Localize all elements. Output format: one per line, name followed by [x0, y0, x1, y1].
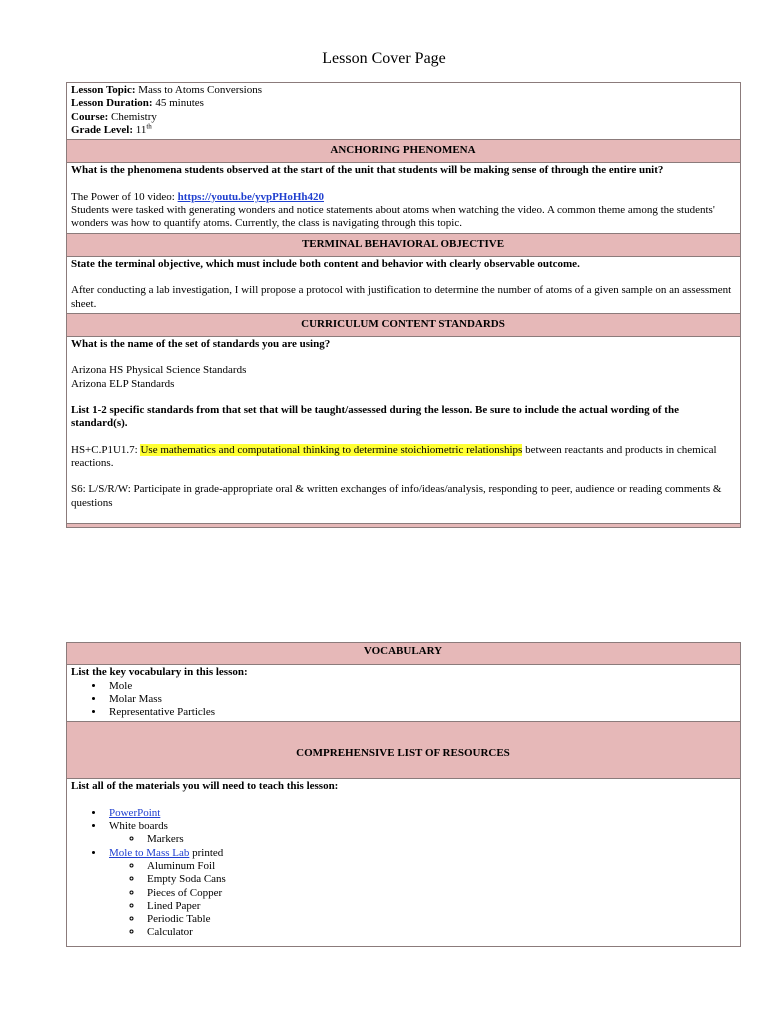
lesson-table	[66, 82, 741, 528]
standard-1-highlight: Use mathematics and computational thinking to determine stoichiometric relationships	[140, 443, 523, 456]
standards-body-row	[67, 337, 741, 524]
page-title: Lesson Cover Page	[322, 50, 446, 67]
lab-sublist	[109, 860, 735, 940]
video-prefix: The Power of 10 video:	[71, 190, 178, 203]
resource-subitem: ◦ Markers	[143, 833, 735, 846]
vocab-header-row	[67, 643, 741, 665]
lesson-grade	[71, 124, 735, 137]
lesson-course	[71, 111, 735, 124]
standards-body-cell	[67, 337, 741, 524]
lesson-topic	[71, 84, 735, 97]
whiteboards-sublist	[109, 833, 735, 846]
standards-footer-row	[67, 523, 741, 527]
lesson-duration	[71, 97, 735, 110]
anchoring-header-row	[67, 140, 741, 163]
resources-header: COMPREHENSIVE LIST OF RESOURCES	[67, 722, 741, 779]
resources-list	[71, 807, 735, 940]
powerpoint-link[interactable]: PowerPoint	[109, 806, 161, 819]
lesson-grade-suffix: th	[146, 122, 152, 131]
standards-set-2: Arizona ELP Standards	[71, 377, 175, 390]
lesson-duration-value: 45 minutes	[152, 97, 204, 110]
vocab-list	[71, 680, 735, 720]
lab-link[interactable]: Mole to Mass Lab	[109, 846, 190, 859]
lesson-course-label: Course:	[71, 110, 109, 123]
resource-subitem: ◦ Calculator	[143, 926, 735, 939]
standard-1-code: HS+C.P1U1.7:	[71, 443, 141, 456]
terminal-question: State the terminal objective, which must include both content and behavior with clearly observable outcome.	[71, 257, 580, 270]
vocab-body-cell	[67, 665, 741, 722]
vocab-header: VOCABULARY	[67, 643, 741, 665]
resource-subitem: ◦ Lined Paper	[143, 900, 735, 913]
lesson-duration-label: Lesson Duration:	[71, 97, 153, 110]
resource-subitem: ◦ Aluminum Foil	[143, 860, 735, 873]
standards-footer-bar	[67, 523, 741, 527]
standards-header: CURRICULUM CONTENT STANDARDS	[67, 313, 741, 336]
resource-subitem: ◦ Periodic Table	[143, 913, 735, 926]
anchoring-body-text: Students were tasked with generating wonders and notice statements about atoms when watching the video. A common theme among the students' wonders was how to quantify atoms. Currently, the class is navigating through this topic.	[71, 204, 715, 230]
anchoring-body-row	[67, 163, 741, 233]
standard-1	[71, 444, 735, 471]
standards-header-row	[67, 313, 741, 336]
resources-body-cell	[67, 779, 741, 946]
terminal-body-row	[67, 256, 741, 313]
standards-set-1: Arizona HS Physical Science Standards	[71, 364, 247, 377]
standard-2: S6: L/S/R/W: Participate in grade-appropriate oral & written exchanges of info/ideas/analysis, responding to peer, audience or reading comments & questions	[71, 483, 722, 509]
video-link[interactable]: https://youtu.be/yvpPHoHh420	[177, 190, 325, 203]
whiteboards-label: White boards	[109, 820, 168, 833]
resource-item	[105, 807, 735, 820]
resources-body-row	[67, 779, 741, 946]
lesson-info-cell	[67, 83, 741, 140]
lesson-grade-value: 11	[133, 123, 147, 136]
resource-item	[105, 820, 735, 847]
lesson-topic-label: Lesson Topic:	[71, 84, 136, 96]
vocab-item: • Representative Particles	[105, 706, 735, 719]
lab-suffix: printed	[189, 846, 224, 859]
terminal-body-cell	[67, 256, 741, 313]
standard-1-rest: between reactants and products in chemical reactions.	[71, 443, 717, 469]
anchoring-header: ANCHORING PHENOMENA	[67, 140, 741, 163]
terminal-header: TERMINAL BEHAVIORAL OBJECTIVE	[67, 233, 741, 256]
terminal-header-row	[67, 233, 741, 256]
resources-header-row	[67, 722, 741, 779]
anchoring-question: What is the phenomena students observed at the start of the unit that students will be making sense of through the entire unit?	[71, 164, 664, 177]
lesson-grade-label: Grade Level:	[71, 123, 134, 136]
vocab-item: • Mole	[105, 680, 735, 693]
lesson-course-value: Chemistry	[108, 110, 157, 123]
standards-question-1: What is the name of the set of standards you are using?	[71, 338, 331, 351]
vocab-prompt: List the key vocabulary in this lesson:	[71, 666, 248, 679]
anchoring-video-line	[71, 191, 735, 204]
standards-question-2: List 1-2 specific standards from that set that will be taught/assessed during the lesson. Be sure to include the actual wording of the standard(s).	[71, 404, 679, 430]
resource-subitem: ◦ Pieces of Copper	[143, 887, 735, 900]
lesson-topic-value: Mass to Atoms Conversions	[135, 84, 263, 96]
resources-prompt: List all of the materials you will need to teach this lesson:	[71, 780, 339, 793]
resource-item	[105, 847, 735, 940]
vocab-body-row	[67, 665, 741, 722]
resource-subitem: ◦ Empty Soda Cans	[143, 873, 735, 886]
vocab-item: • Molar Mass	[105, 693, 735, 706]
anchoring-body-cell	[67, 163, 741, 233]
terminal-body-text: After conducting a lab investigation, I will propose a protocol with justification to determine the number of atoms of a given sample on an assessment sheet.	[71, 284, 732, 310]
lesson-info-row	[67, 83, 741, 140]
vocab-resources-table	[66, 642, 741, 947]
